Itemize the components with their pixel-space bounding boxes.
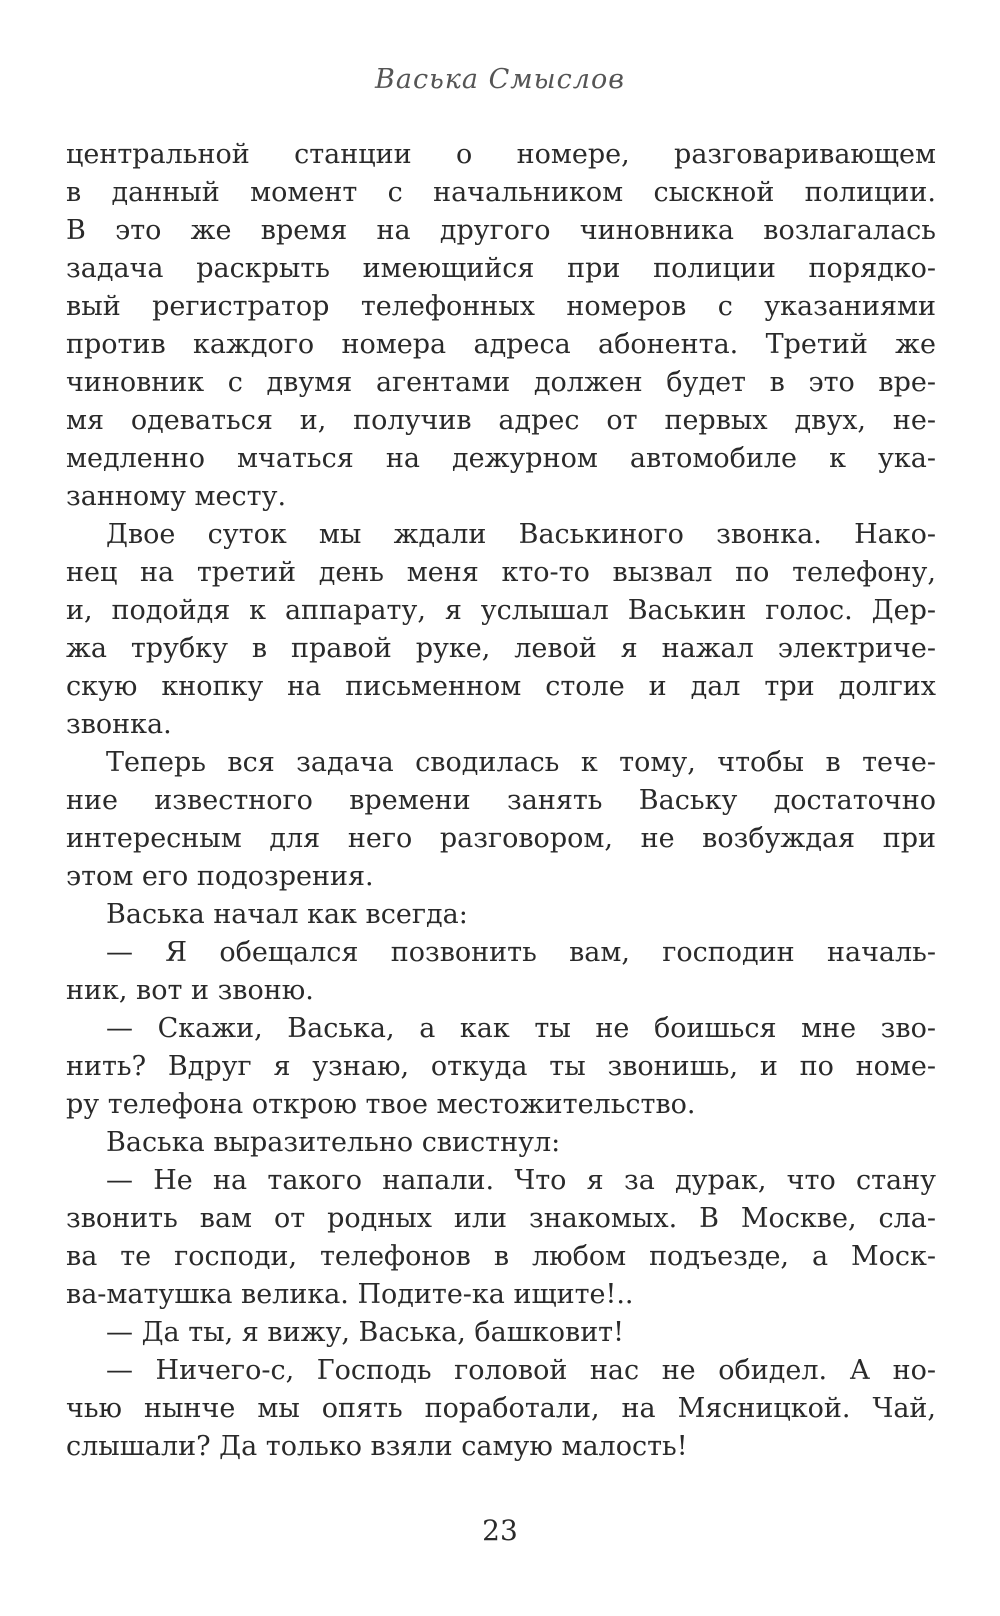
text-line: ва те господи, телефонов в любом подъезде, а Моск-: [66, 1241, 936, 1272]
text-line: слышали? Да только взяли самую малость!: [66, 1431, 688, 1462]
text-line: в данный момент с начальником сыскной полиции.: [66, 177, 936, 208]
text-line: звонка.: [66, 709, 172, 740]
text-line: ру телефона открою твое местожительство.: [66, 1089, 696, 1120]
text-line: и, подойдя к аппарату, я услышал Васькин голос. Дер-: [66, 595, 936, 626]
text-line: — Скажи, Васька, а как ты не боишься мне зво-: [106, 1013, 936, 1044]
text-line: этом его подозрения.: [66, 861, 374, 892]
text-line: против каждого номера адреса абонента. Третий же: [66, 329, 936, 360]
text-line: В это же время на другого чиновника возлагалась: [66, 215, 936, 246]
text-line: медленно мчаться на дежурном автомобиле к ука-: [66, 443, 936, 474]
text-line: занному месту.: [66, 481, 287, 512]
text-line: интересным для него разговором, не возбуждая при: [66, 823, 936, 854]
running-header: Васька Смыслов: [375, 64, 625, 95]
text-line: мя одеваться и, получив адрес от первых двух, не-: [66, 405, 936, 436]
text-line: ва-матушка велика. Подите-ка ищите!..: [66, 1279, 634, 1310]
text-line: скую кнопку на письменном столе и дал три долгих: [66, 671, 936, 702]
text-line: нец на третий день меня кто-то вызвал по телефону,: [66, 557, 936, 588]
text-line: — Да ты, я вижу, Васька, башковит!: [106, 1317, 624, 1348]
text-line: вый регистратор телефонных номеров с указаниями: [66, 291, 936, 322]
text-line: центральной станции о номере, разговаривающем: [66, 139, 936, 170]
text-line: Васька выразительно свистнул:: [106, 1127, 561, 1158]
text-line: жа трубку в правой руке, левой я нажал электриче-: [66, 633, 936, 664]
text-line: Двое суток мы ждали Васькиного звонка. Нако-: [106, 519, 936, 550]
body-text: [66, 136, 936, 1466]
text-line: звонить вам от родных или знакомых. В Москве, сла-: [66, 1203, 936, 1234]
text-line: — Я обещался позвонить вам, господин началь-: [106, 937, 936, 968]
text-line: ние известного времени занять Ваську достаточно: [66, 785, 936, 816]
text-line: ник, вот и звоню.: [66, 975, 314, 1006]
text-line: — Не на такого напали. Что я за дурак, что стану: [106, 1165, 936, 1196]
text-line: нить? Вдруг я узнаю, откуда ты звонишь, и по номе-: [66, 1051, 936, 1082]
text-line: — Ничего-с, Господь головой нас не обидел. А но-: [106, 1355, 936, 1386]
text-line: Васька начал как всегда:: [106, 899, 468, 930]
text-line: задача раскрыть имеющийся при полиции порядко-: [66, 253, 936, 284]
text-line: чью нынче мы опять поработали, на Мясницкой. Чай,: [66, 1393, 936, 1424]
text-line: Теперь вся задача сводилась к тому, чтобы в тече-: [106, 747, 936, 778]
page-number: 23: [482, 1514, 518, 1547]
text-line: чиновник с двумя агентами должен будет в это вре-: [66, 367, 936, 398]
